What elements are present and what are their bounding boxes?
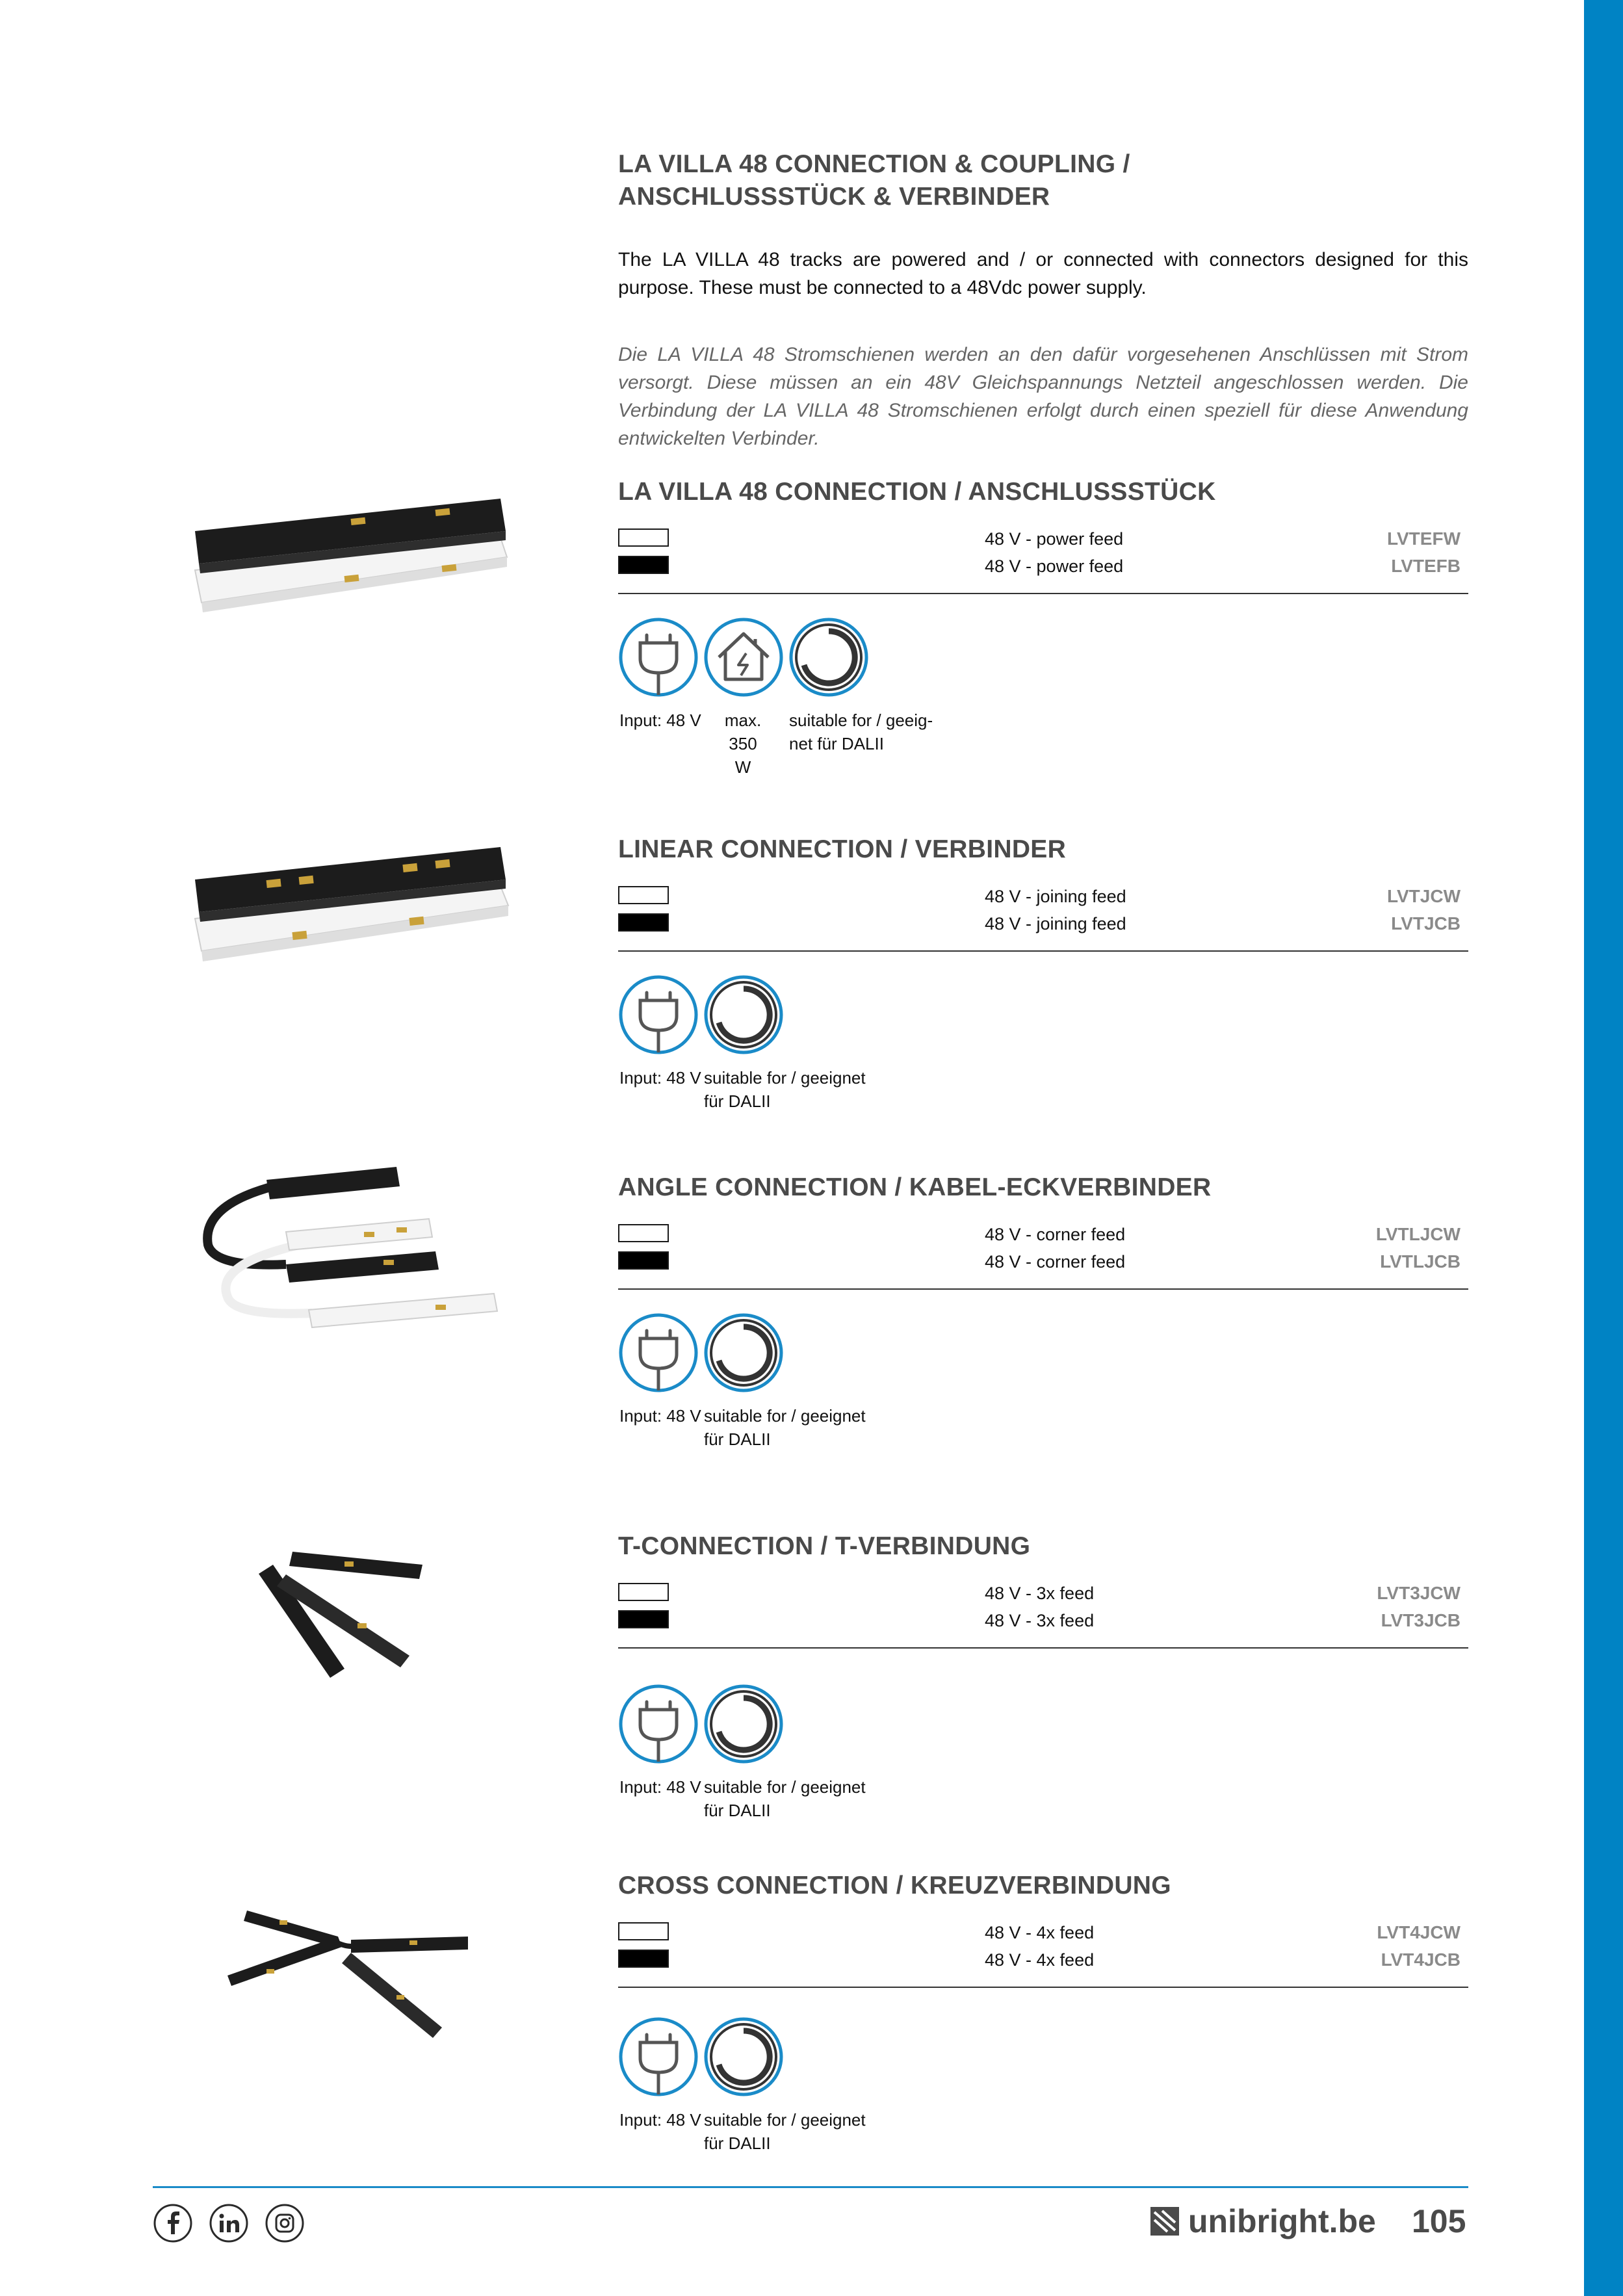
article-code: LVT3JCW xyxy=(1377,1583,1461,1603)
product-image-t-connection xyxy=(247,1539,442,1695)
variant-description: 48 V - joining feed xyxy=(985,887,1126,906)
plug-icon xyxy=(618,2016,699,2097)
icon-caption xyxy=(704,1404,866,1451)
variant-description: 48 V - 4x feed xyxy=(985,1950,1095,1970)
product-image-connection xyxy=(188,492,526,648)
icon-caption xyxy=(789,709,933,755)
section-title: CROSS CONNECTION / KREUZVERBINDUNG xyxy=(618,1872,1171,1899)
caption-line: Input: 48 V xyxy=(619,1777,701,1797)
caption-line: für DALII xyxy=(704,1091,771,1111)
page-title xyxy=(618,148,1333,213)
dimming-icon xyxy=(703,1684,784,1764)
section-divider xyxy=(618,1987,1468,1988)
icon-caption xyxy=(704,2108,866,2155)
color-swatch-black xyxy=(618,1950,669,1968)
caption-line: für DALII xyxy=(704,1801,771,1820)
section-title: LINEAR CONNECTION / VERBINDER xyxy=(618,835,1067,863)
intro-text-en: The LA VILLA 48 tracks are powered and / or connected with connectors designed for this purpose. These must be connected to a 48Vdc power supply. xyxy=(618,249,1468,298)
brand xyxy=(1150,2198,1376,2244)
variant-row xyxy=(618,1608,1468,1634)
variant-description: 48 V - 3x feed xyxy=(985,1584,1095,1603)
caption-line: Input: 48 V xyxy=(619,2110,701,2130)
article-code: LVTEFB xyxy=(1391,556,1461,576)
section-divider xyxy=(618,1647,1468,1649)
variant-description: 48 V - corner feed xyxy=(985,1252,1126,1272)
section-connection xyxy=(0,478,1584,777)
side-accent-bar xyxy=(1584,0,1623,2296)
page-number: 105 xyxy=(1412,2203,1466,2239)
article-code: LVTJCW xyxy=(1386,886,1461,906)
section-divider xyxy=(618,950,1468,952)
color-swatch-black xyxy=(618,913,669,932)
caption-line: suitable for / geeignet xyxy=(704,1406,866,1426)
article-code: LVTEFW xyxy=(1386,528,1461,549)
plug-icon xyxy=(618,1312,699,1393)
article-code: LVT4JCB xyxy=(1381,1950,1461,1970)
variant-row xyxy=(618,1249,1468,1275)
section-title: T-CONNECTION / T-VERBINDUNG xyxy=(618,1532,1031,1560)
dimming-icon xyxy=(703,1312,784,1393)
icon-caption xyxy=(619,709,701,732)
page-title-line1: LA VILLA 48 CONNECTION & COUPLING / xyxy=(618,150,1130,178)
variant-row xyxy=(618,553,1468,579)
caption-line: für DALII xyxy=(704,1429,771,1449)
article-code: LVTLJCB xyxy=(1380,1251,1461,1272)
section-t-connection xyxy=(0,1532,1584,1844)
caption-line: suitable for / geeignet xyxy=(704,2110,866,2130)
article-code: LVT3JCB xyxy=(1381,1610,1461,1630)
variant-row xyxy=(618,883,1468,909)
plug-icon xyxy=(618,617,699,698)
caption-line: Input: 48 V xyxy=(619,1068,701,1088)
dimming-icon xyxy=(788,617,869,698)
section-divider xyxy=(618,593,1468,594)
icon-caption xyxy=(619,1775,701,1799)
caption-line: net für DALII xyxy=(789,734,884,753)
caption-line: für DALII xyxy=(704,2133,771,2153)
color-swatch-white xyxy=(618,1922,669,1940)
icon-caption xyxy=(704,1066,866,1113)
color-swatch-white xyxy=(618,886,669,904)
product-image-linear-connection xyxy=(188,834,526,997)
variant-row xyxy=(618,911,1468,937)
variant-row xyxy=(618,1947,1468,1973)
caption-line: W xyxy=(734,757,751,777)
footer-divider xyxy=(153,2186,1468,2188)
caption-line: max. 350 xyxy=(724,711,762,753)
product-image-cross-connection xyxy=(201,1891,487,2060)
linkedin-icon[interactable] xyxy=(209,2203,249,2243)
section-divider xyxy=(618,1288,1468,1290)
plug-icon xyxy=(618,1684,699,1764)
color-swatch-white xyxy=(618,1583,669,1601)
instagram-icon[interactable] xyxy=(265,2203,305,2243)
section-cross-connection xyxy=(0,1872,1584,2171)
color-swatch-black xyxy=(618,1251,669,1270)
brand-name: unibright.be xyxy=(1188,2203,1376,2239)
section-linear-connection xyxy=(0,835,1584,1128)
dimming-icon xyxy=(703,2016,784,2097)
variant-description: 48 V - joining feed xyxy=(985,914,1126,933)
product-image-angle-connection xyxy=(188,1134,526,1342)
facebook-icon[interactable] xyxy=(153,2203,193,2243)
color-swatch-white xyxy=(618,528,669,547)
variant-row xyxy=(618,1221,1468,1247)
intro-text-de: Die LA VILLA 48 Stromschienen werden an den dafür vorgesehenen Anschlüssen mit Strom versorgt. Diese müssen an ein 48V Gleichspannungs Netzteil angeschlossen werden. Die Verbindung der LA VILLA 48 Stromschienen erfolgt durch einen speziell für diese Anwendung entwickelten Verbinder. xyxy=(618,344,1468,449)
variant-description: 48 V - 3x feed xyxy=(985,1611,1095,1630)
icon-caption xyxy=(619,2108,701,2132)
section-title: LA VILLA 48 CONNECTION / ANSCHLUSSSTÜCK xyxy=(618,478,1216,506)
variant-description: 48 V - power feed xyxy=(985,556,1124,576)
variant-description: 48 V - 4x feed xyxy=(985,1923,1095,1942)
section-angle-connection xyxy=(0,1173,1584,1485)
article-code: LVTJCB xyxy=(1391,913,1461,933)
caption-line: suitable for / geeignet xyxy=(704,1777,866,1797)
color-swatch-black xyxy=(618,1610,669,1628)
caption-line: Input: 48 V xyxy=(619,711,701,730)
variant-description: 48 V - corner feed xyxy=(985,1225,1126,1244)
variant-row xyxy=(618,526,1468,552)
dimming-icon xyxy=(703,974,784,1055)
caption-line: suitable for / geeig- xyxy=(789,711,933,730)
section-title: ANGLE CONNECTION / KABEL-ECKVERBINDER xyxy=(618,1173,1212,1201)
icon-caption xyxy=(708,709,777,779)
plug-icon xyxy=(618,974,699,1055)
variant-row xyxy=(618,1920,1468,1946)
house-power-icon xyxy=(703,617,784,698)
icon-caption xyxy=(619,1066,701,1089)
icon-caption xyxy=(619,1404,701,1428)
caption-line: Input: 48 V xyxy=(619,1406,701,1426)
icon-caption xyxy=(704,1775,866,1822)
color-swatch-white xyxy=(618,1224,669,1242)
page-title-line2: ANSCHLUSSSTÜCK & VERBINDER xyxy=(618,183,1050,211)
variant-row xyxy=(618,1580,1468,1606)
caption-line: suitable for / geeignet xyxy=(704,1068,866,1088)
variant-description: 48 V - power feed xyxy=(985,529,1124,549)
color-swatch-black xyxy=(618,556,669,574)
article-code: LVT4JCW xyxy=(1377,1922,1461,1942)
article-code: LVTLJCW xyxy=(1375,1224,1461,1244)
brand-logo-icon xyxy=(1150,2207,1179,2236)
